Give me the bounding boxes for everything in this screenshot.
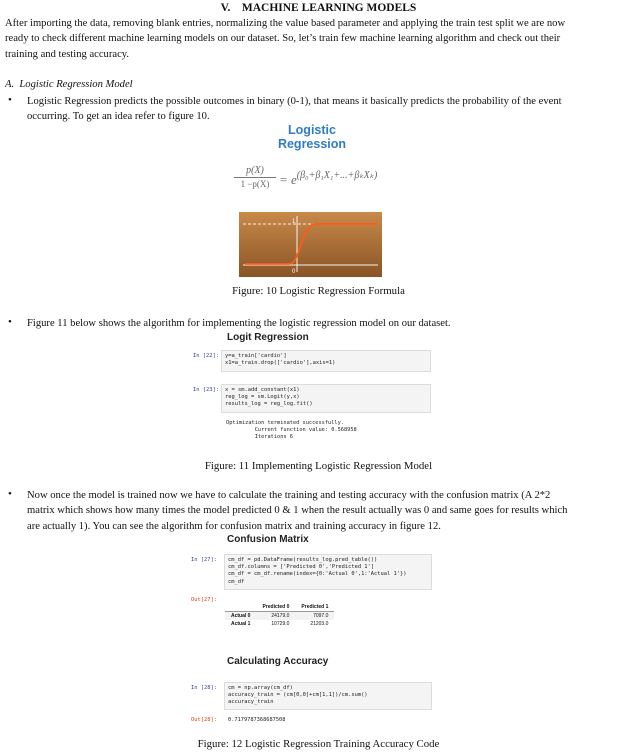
bullet3-line: are actually 1). You can see the algorithm for confusion matrix and training accuracy in figure 12. [27,520,441,532]
bullet1-text [27,94,635,125]
fig10-caption: Figure: 10 Logistic Regression Formula [232,285,405,297]
output-prompt: Out[28]: [191,717,217,723]
confusion-matrix-title: Confusion Matrix [227,534,309,545]
table-cell: 10729.0 [271,621,290,627]
code-cell: x = sm.add_constant(x1) reg_log = sm.Logit(y,x) results_log = reg_log.fit() [221,384,431,413]
table-cell: 24179.0 [256,612,295,621]
cell-prompt: In [22]: [193,353,219,359]
accuracy-title: Calculating Accuracy [227,656,329,667]
plot-background [239,212,382,277]
table-header: Predicted 0 [256,603,295,612]
formula-fraction [234,165,276,189]
bullet2-text: Figure 11 below shows the algorithm for implementing the logistic regression model on our dataset. [27,318,451,329]
formula-numerator: p(X) [246,165,264,176]
bullet-point: • [8,488,12,500]
table-row [225,620,334,628]
bullet-point: • [8,316,12,328]
table-header [225,603,256,612]
formula-rhs [279,170,377,188]
intro-line: After importing the data, removing blank entries, normalizing the value based parameter and applying the train test split we are now [5,18,566,29]
formula-exponent: (β₀+β₁X₁+...+βₖXₖ) [296,170,378,181]
cell-output: Optimization terminated successfully. Current function value: 0.568958 Iterations 6 [226,420,357,440]
bullet1-line: occurring. To get an idea refer to figure 10. [27,111,210,123]
cell-prompt: In [27]: [191,557,217,563]
intro-line: ready to check different machine learning models on our dataset. So, let’s train few machine learning algorithm and check out their [5,33,561,45]
row-label: Actual 0 [225,612,256,621]
sigmoid-plot [239,212,382,277]
fig10-title-line2: Regression [277,137,347,151]
table-row [225,612,334,621]
plot-label-zero: 0 [292,269,296,275]
row-label: Actual 1 [231,621,251,627]
plot-label-one: 1 [292,219,296,225]
table-cell: 21203.0 [310,621,329,627]
code-cell: cm_df = pd.DataFrame(results_log.pred_table()) cm_df.columns = ['Predicted 0','Predicted 1'] cm_df = cm_df.rename(index={0:'Actual 0',1:'Actual 1'}) cm_df [224,554,432,590]
table-cell: 7097.0 [295,612,334,621]
subsection-heading: A. Logistic Regression Model [5,79,133,90]
sigmoid-plot-svg [239,212,382,277]
fraction-bar [234,177,276,178]
cell-prompt: In [28]: [191,685,217,691]
formula-equals-e: = e [279,172,297,187]
bullet1-line: Logistic Regression predicts the possible outcomes in binary (0-1), that means it basically predicts the probability of the event [27,96,562,107]
bullet3-line: matrix which shows how many times the model predicted 0 & 1 when the result actually was 0 and same goes for results which [27,505,568,517]
intro-line: training and testing accuracy. [5,48,130,60]
code-cell: cm = np.array(cm_df) accuracy_train = (cm[0,0]+cm[1,1])/cm.sum() accuracy_train [224,682,432,710]
fig11-title: Logit Regression [227,332,309,343]
fig10-title [262,123,362,151]
fig11-caption: Figure: 11 Implementing Logistic Regression Model [204,460,433,472]
output-prompt: Out[27]: [191,597,217,603]
bullet3-text [27,488,635,534]
accuracy-output: 0.7179787368687508 [228,717,286,723]
cell-prompt: In [23]: [193,387,219,393]
fig10-title-line1: Logistic [288,123,336,137]
bullet-point: • [8,94,12,106]
section-heading: V. MACHINE LEARNING MODELS [220,2,417,14]
table-header-row [225,603,334,612]
table-header: Predicted 1 [295,603,334,612]
bullet3-line: Now once the model is trained now we have to calculate the training and testing accuracy with the confusion matrix (A 2*2 [27,490,551,501]
formula-denominator: 1 −p(X) [240,179,270,189]
fig12-caption: Figure: 12 Logistic Regression Training Accuracy Code [197,738,440,750]
code-cell: y=a_train['cardio'] x1=a_train.drop(['cardio'],axis=1) [221,350,431,372]
confusion-matrix-table [225,603,334,628]
logistic-formula [234,165,384,197]
intro-paragraph [5,16,635,62]
